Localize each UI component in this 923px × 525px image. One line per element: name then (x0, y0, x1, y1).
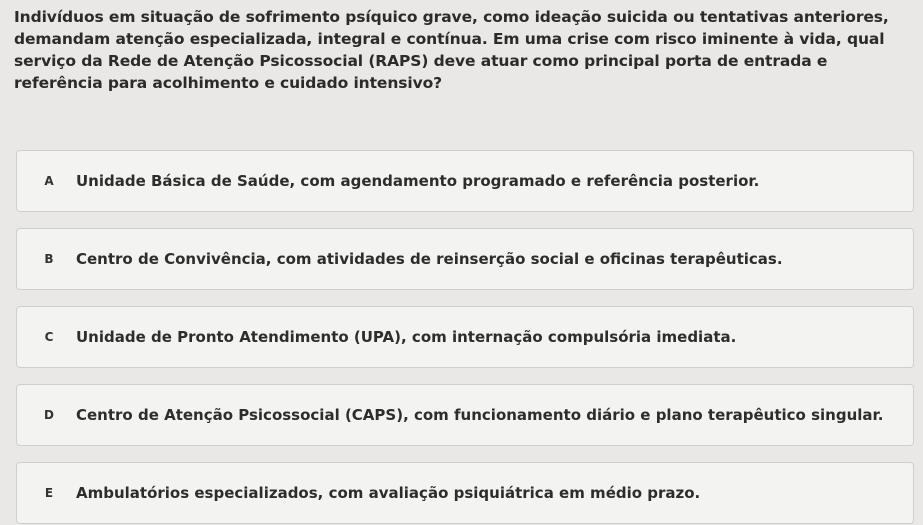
option-d[interactable] (16, 384, 914, 446)
option-label: Unidade Básica de Saúde, com agendamento programado e referência posterior. (76, 172, 760, 190)
option-e[interactable] (16, 462, 914, 524)
option-a[interactable] (16, 150, 914, 212)
option-letter-badge: E (36, 480, 62, 506)
option-label: Unidade de Pronto Atendimento (UPA), com internação compulsória imediata. (76, 328, 737, 346)
option-label: Centro de Convivência, com atividades de reinserção social e oficinas terapêuticas. (76, 250, 783, 268)
option-letter-badge: B (36, 246, 62, 272)
option-letter-badge: C (36, 324, 62, 350)
option-letter-badge: A (36, 168, 62, 194)
option-letter-badge: D (36, 402, 62, 428)
answer-options (16, 150, 914, 524)
option-b[interactable] (16, 228, 914, 290)
question-text: Indivíduos em situação de sofrimento psíquico grave, como ideação suicida ou tentativas anteriores, demandam atenção especializada, integral e contínua. Em uma crise com risco iminente à vida, qual serviço da Rede de Atenção Psicossocial (RAPS) deve atuar como principal porta de entrada e referência para acolhimento e cuidado intensivo? (14, 8, 889, 92)
option-c[interactable] (16, 306, 914, 368)
option-label: Centro de Atenção Psicossocial (CAPS), com funcionamento diário e plano terapêutico singular. (76, 406, 884, 424)
option-label: Ambulatórios especializados, com avaliação psiquiátrica em médio prazo. (76, 484, 701, 502)
